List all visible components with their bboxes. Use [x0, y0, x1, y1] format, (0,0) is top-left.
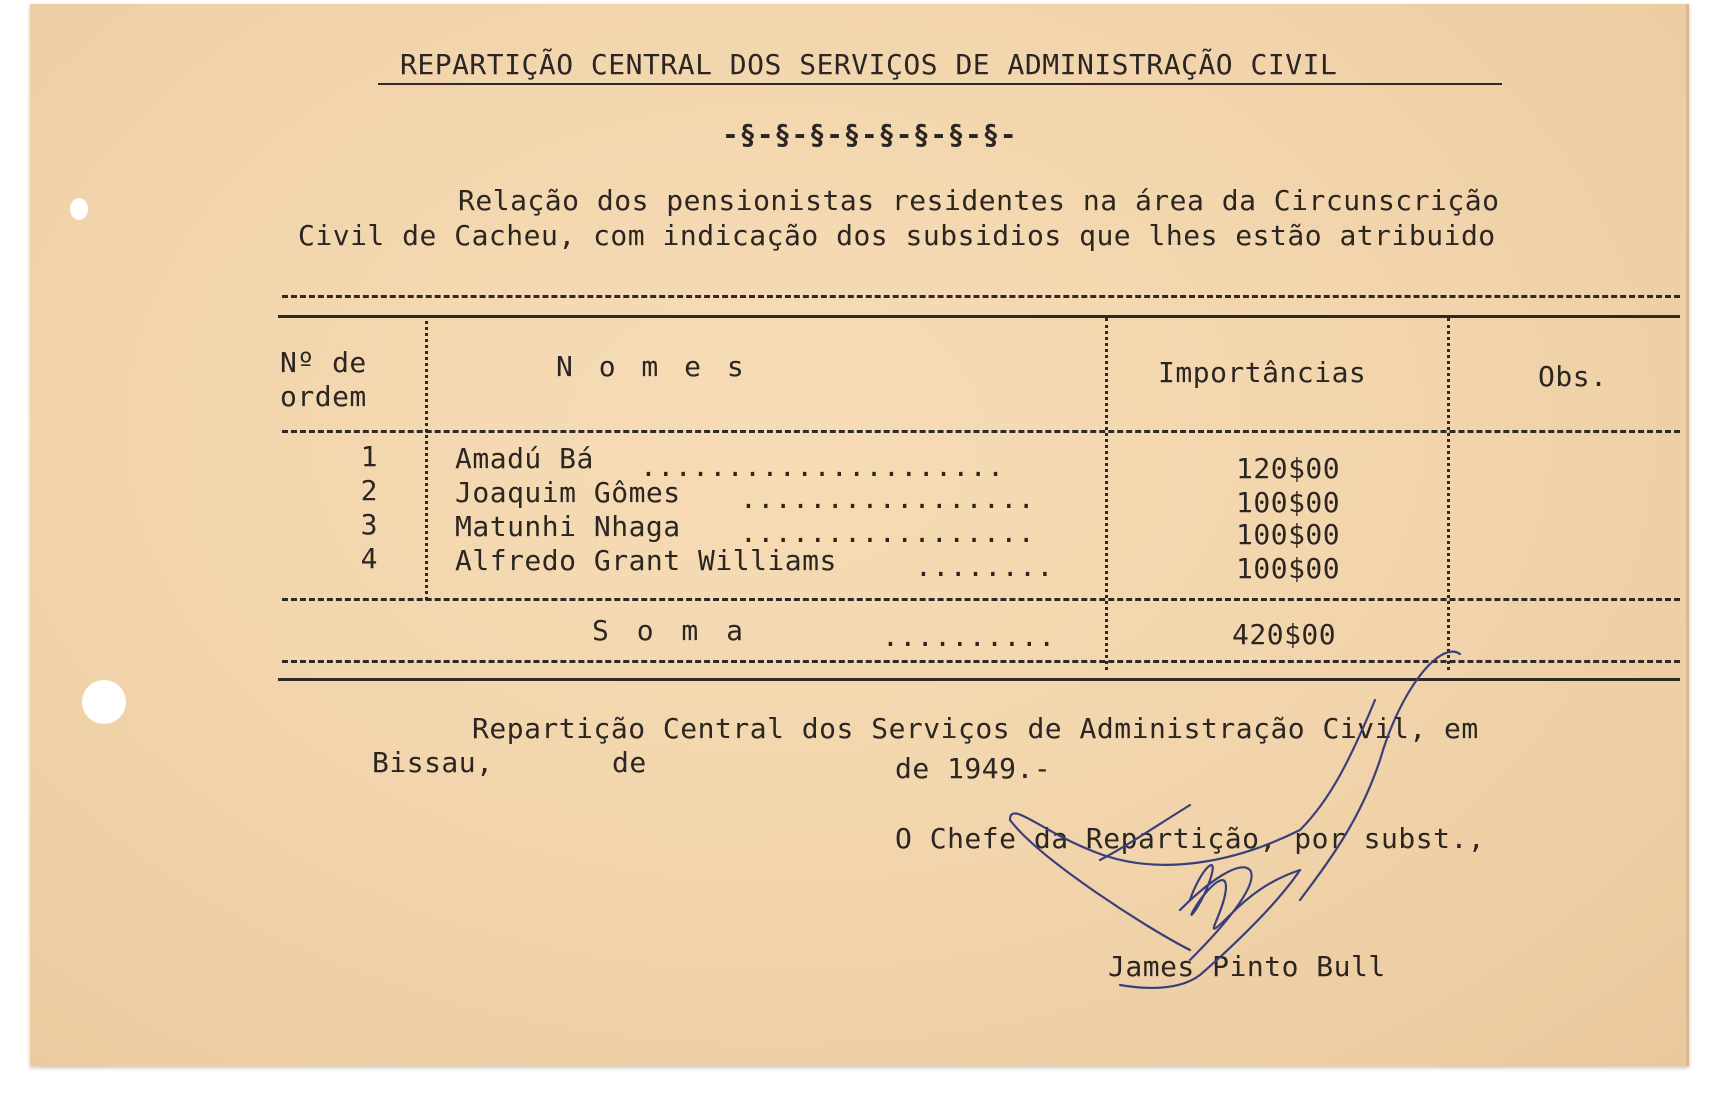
row-name: Matunhi Nhaga: [455, 510, 681, 543]
row-number: 4: [360, 542, 378, 575]
row-name: Joaquim Gômes: [455, 476, 681, 509]
closing-de: de: [612, 746, 647, 779]
closing-line-1: Repartição Central dos Serviços de Administração Civil, em: [472, 712, 1479, 745]
intro-line-1: Relação dos pensionistas residentes na área da Circunscrição: [458, 184, 1500, 217]
row-amount: 100$00: [1236, 552, 1341, 585]
row-name: Alfredo Grant Williams: [455, 544, 837, 577]
row-leader-dots: ........: [915, 550, 1054, 583]
row-number: 1: [360, 440, 378, 473]
header-ordem-line1: Nº de: [280, 346, 367, 379]
total-leader-dots: ..........: [882, 620, 1056, 653]
row-amount: 120$00: [1236, 452, 1341, 485]
signatory-role: O Chefe da Repartição, por subst.,: [895, 822, 1486, 855]
row-amount: 100$00: [1236, 518, 1341, 551]
total-amount: 420$00: [1232, 618, 1337, 651]
total-label: S o m a: [592, 614, 744, 647]
row-number: 3: [360, 508, 378, 541]
header-obs: Obs.: [1538, 360, 1608, 393]
document-heading: REPARTIÇÃO CENTRAL DOS SERVIÇOS DE ADMINISTRAÇÃO CIVIL: [400, 48, 1338, 81]
header-ordem-line2: ordem: [280, 380, 367, 413]
row-amount: 100$00: [1236, 486, 1341, 519]
row-leader-dots: .................: [740, 482, 1036, 515]
ornament-line: -§-§-§-§-§-§-§-§-: [722, 118, 1018, 151]
header-importancias: Importâncias: [1158, 356, 1367, 389]
intro-line-2: Civil de Cacheu, com indicação dos subsidios que lhes estão atribuido: [298, 219, 1496, 252]
header-nomes: N o m e s: [556, 350, 745, 383]
row-leader-dots: .................: [740, 516, 1036, 549]
closing-date: de 1949.-: [895, 752, 1052, 785]
closing-place: Bissau,: [372, 746, 494, 779]
row-number: 2: [360, 474, 378, 507]
row-name: Amadú Bá: [455, 442, 594, 475]
row-leader-dots: .....................: [640, 450, 1005, 483]
signatory-name: James Pinto Bull: [1108, 950, 1386, 983]
